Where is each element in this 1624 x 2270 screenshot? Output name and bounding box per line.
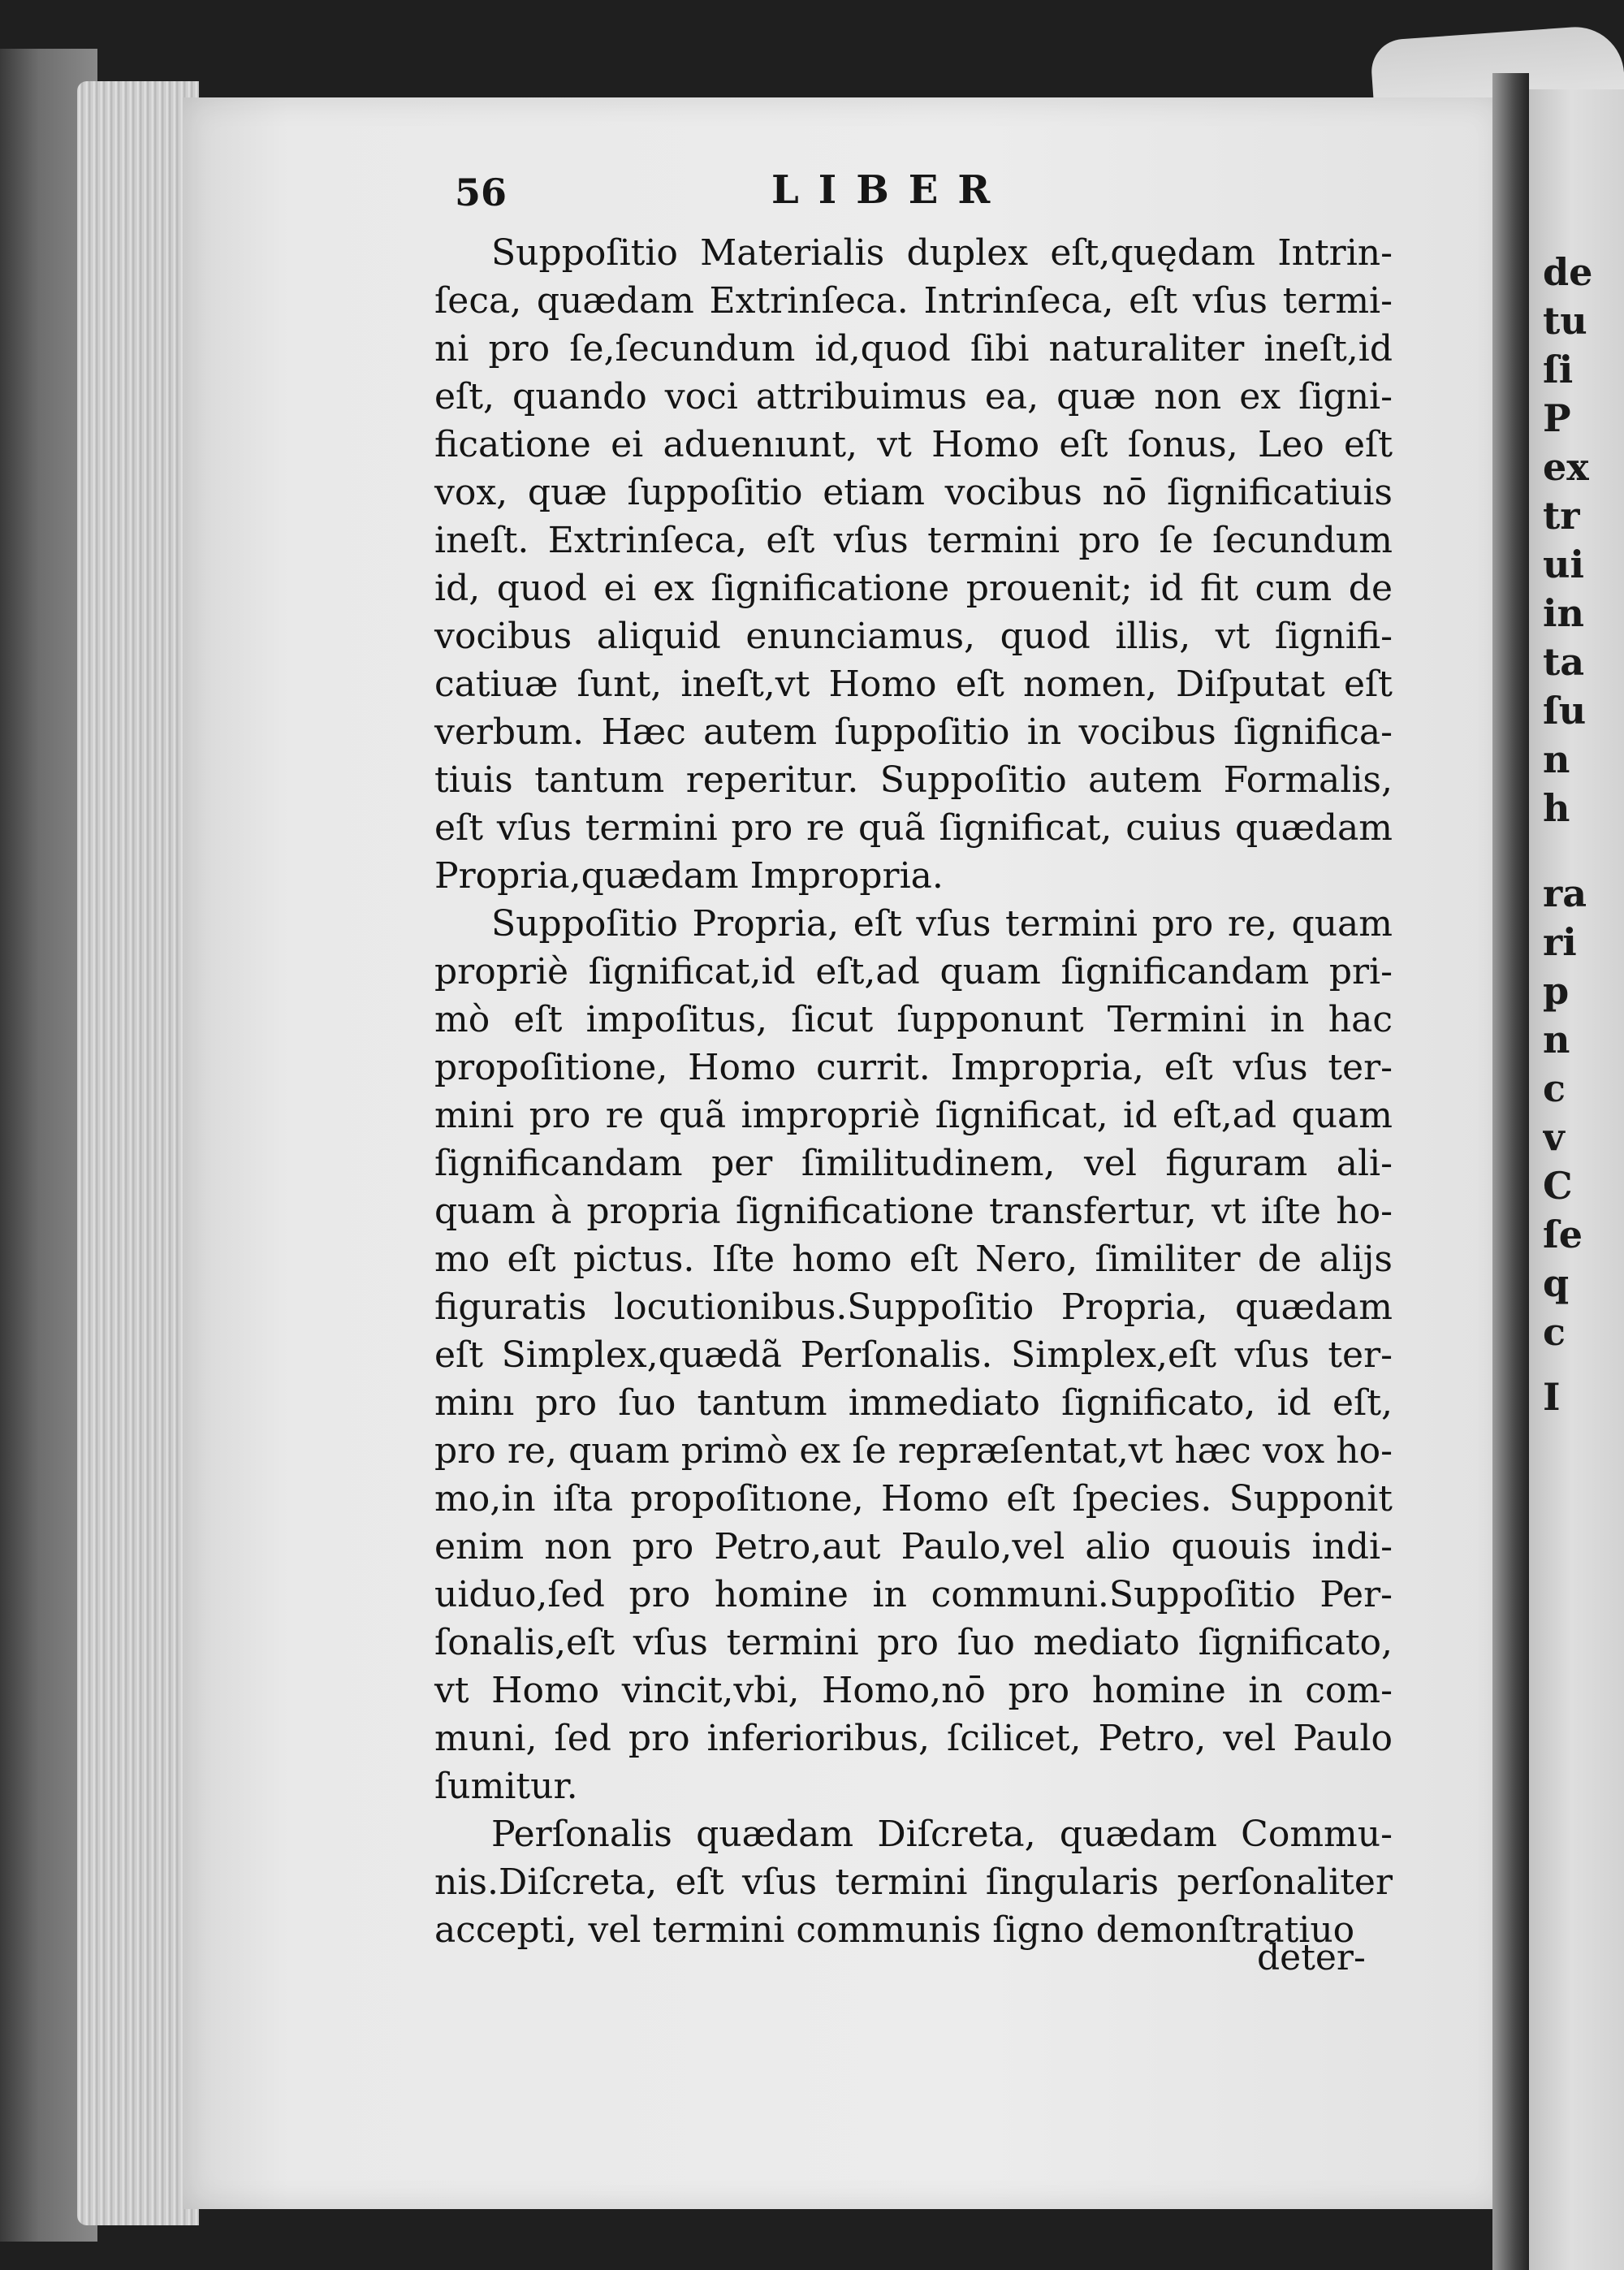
facing-page-fragment: c xyxy=(1543,1066,1566,1110)
facing-page-fragment: de xyxy=(1543,250,1593,294)
facing-page-fragment: ri xyxy=(1543,920,1577,964)
paragraph: Suppoſitio Materialis duplex eſt,quędam Intrin-ſeca, quædam Extrinſeca. Intrinſeca, eſt vſus termi-ni pro ſe,ſecundum id,quod ſibi naturaliter ineſt,id eſt, quando voci attribuimus ea, quæ non ex ſigni-ficatione ei aduenıunt, vt Homo eſt ſonus, Leo eſt vox, quæ ſuppoſitio etiam vocibus nō ſignificatiuis ineſt. Extrinſeca, eſt vſus termini pro ſe ſecundum id, quod ei ex ſignificatione prouenit; id fit cum de vocibus aliquid enunciamus, quod illis, vt ſignifi-catiuæ ſunt, ineſt,vt Homo eſt nomen, Diſputat eſt verbum. Hæc autem ſuppoſitio in vocibus ſignifica-tiuis tantum reperitur. Suppoſitio autem Formalis, eſt vſus termini pro re quã ſignificat, cuius quædam Propria,quædam Impropria. xyxy=(434,232,1393,897)
facing-page-fragment: in xyxy=(1543,591,1584,635)
page-fore-edge xyxy=(77,81,199,2225)
facing-page-fragment: c xyxy=(1543,1310,1566,1354)
catchword: deter- xyxy=(1257,1937,1366,1978)
page-body xyxy=(434,229,1393,1954)
facing-page-fragment: I xyxy=(1543,1375,1561,1419)
gutter-shadow xyxy=(1492,73,1529,2270)
facing-page-fragment: tr xyxy=(1543,494,1580,538)
facing-page-fragment: C xyxy=(1543,1164,1573,1208)
page-number: 56 xyxy=(455,171,508,214)
facing-page-fragment: n xyxy=(1543,1018,1570,1061)
facing-page-fragment: ta xyxy=(1543,640,1585,684)
facing-page-fragment: ſi xyxy=(1543,348,1574,391)
paragraph: Perſonalis quædam Diſcreta, quædam Commu-nis.Diſcreta, eſt vſus termini ſingularis perſonaliter accepti, vel termini communis ſigno demonſtratiuo xyxy=(434,1814,1393,1951)
facing-page-fragment: v xyxy=(1543,1115,1565,1159)
facing-page-fragment: p xyxy=(1543,969,1570,1013)
paragraph: Suppoſitio Propria, eſt vſus termini pro re, quam propriè ſignificat,id eſt,ad quam ſignificandam pri-mò eſt impoſitus, ſicut ſupponunt Termini in hac propoſitione, Homo currit. Impropria, eſt vſus ter-mini pro re quã impropriè ſignificat, id eſt,ad quam ſignificandam per ſimilitudinem, vel figuram ali-quam à propria ſignificatione transfertur, vt iſte ho-mo eſt pictus. Iſte homo eſt Nero, ſimiliter de alijs figuratis locutionibus.Suppoſitio Propria, quædam eſt Simplex,quædã Perſonalis. Simplex,eſt vſus ter-minı pro ſuo tantum immediato ſignificato, id eſt, pro re, quam primò ex ſe repræſentat,vt hæc vox ho-mo,in iſta propoſitıone, Homo eſt ſpecies. Supponit enim non pro Petro,aut Paulo,vel alio quouis indi-uiduo,ſed pro homine in communi.Suppoſitio Per-ſonalis,eſt vſus termini pro ſuo mediato ſignificato, vt Homo vincit,vbi, Homo,nō pro homine in com-muni, ſed pro inferioribus, ſcilicet, Petro, vel Paulo ſumitur. xyxy=(434,903,1393,1807)
facing-page-fragment: tu xyxy=(1543,299,1587,343)
facing-page-fragment: q xyxy=(1543,1261,1570,1305)
facing-page-fragment: h xyxy=(1543,786,1570,830)
facing-page-fragment: ui xyxy=(1543,543,1584,586)
running-head: LIBER xyxy=(771,167,1010,213)
facing-page-fragment: P xyxy=(1543,396,1571,440)
facing-page-fragment: ſu xyxy=(1543,689,1587,733)
facing-page-fragment: ſe xyxy=(1543,1213,1583,1256)
facing-page-fragment: ra xyxy=(1543,871,1587,915)
facing-page-fragment: n xyxy=(1543,737,1570,781)
facing-page-fragment: ex xyxy=(1543,445,1589,489)
